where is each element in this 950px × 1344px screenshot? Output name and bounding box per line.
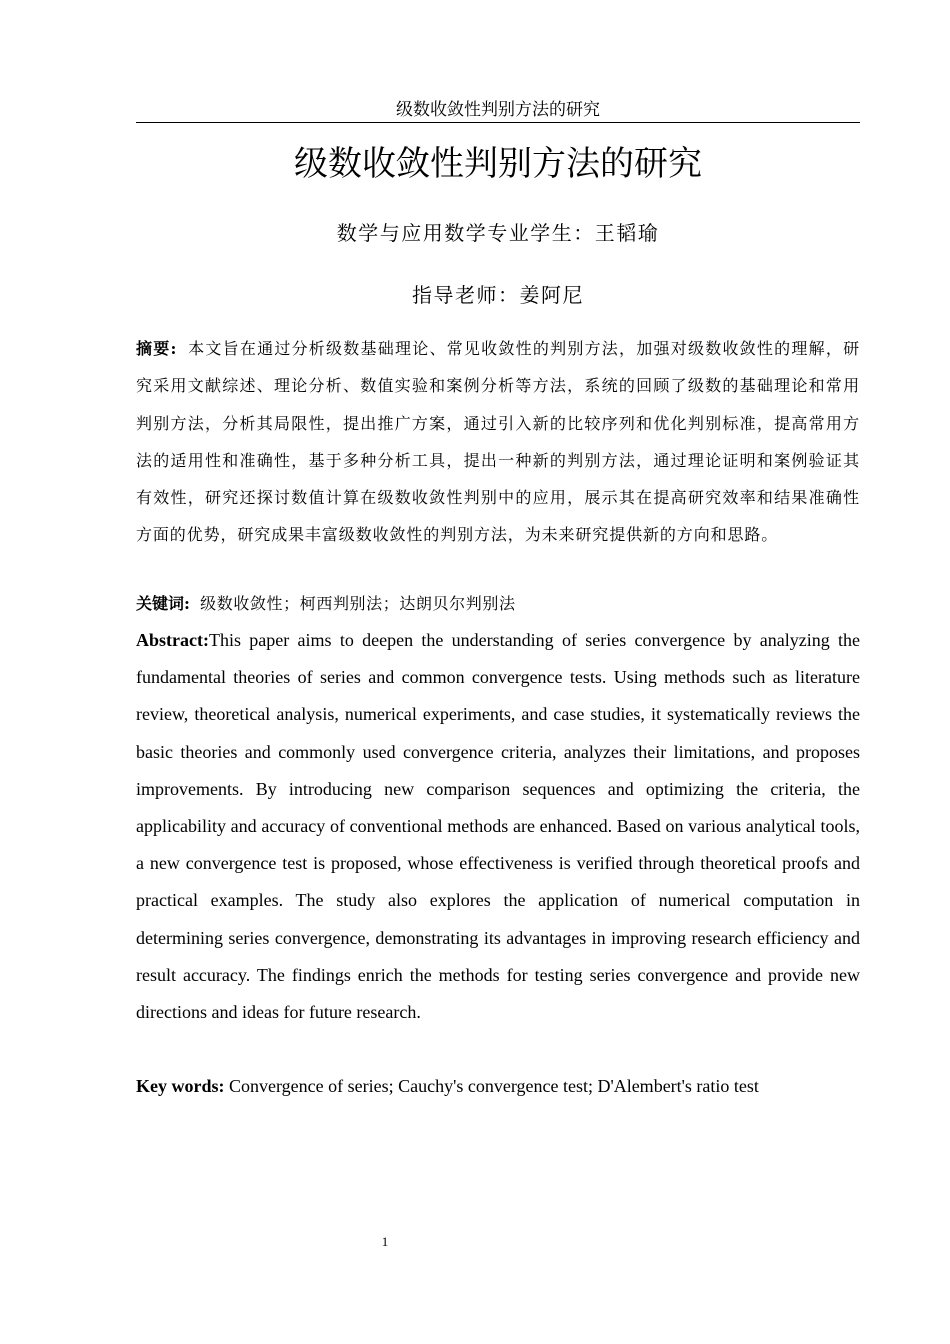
author-line: 数学与应用数学专业学生：王韬瑜 bbox=[336, 221, 660, 245]
chinese-keywords-label: 关键词: bbox=[136, 594, 190, 613]
chinese-abstract bbox=[136, 330, 860, 554]
running-header: 级数收敛性判别方法的研究 bbox=[396, 100, 600, 120]
english-keywords-label: Key words: bbox=[136, 1076, 225, 1096]
chinese-abstract-label: 摘要 bbox=[136, 339, 171, 358]
english-abstract-label: Abstract: bbox=[136, 630, 209, 650]
english-abstract-text: This paper aims to deepen the understanding of series convergence by analyzing the fundamental theories of series and common convergence tests. Using methods such as literature review, theoretical analysis, numerical experiments, and case studies, it systematically reviews the basic theories and commonly used convergence criteria, analyzes their limitations, and proposes improvements. By introducing new comparison sequences and optimizing the criteria, the applicability and accuracy of conventional methods are enhanced. Based on various analytical tools, a new convergence test is proposed, whose effectiveness is verified through theoretical proofs and practical examples. The study also explores the application of numerical computation in determining series convergence, demonstrating its advantages in improving research efficiency and result accuracy. The findings enrich the methods for testing series convergence and provide new directions and ideas for future research. bbox=[136, 630, 860, 1023]
chinese-keywords-text: 级数收敛性；柯西判别法；达朗贝尔判别法 bbox=[189, 594, 516, 613]
chinese-abstract-text: 本文旨在通过分析级数基础理论、常见收敛性的判别方法，加强对级数收敛性的理解，研究采用文献综述、理论分析、数值实验和案例分析等方法，系统的回顾了级数的基础理论和常用判别方法，分析其局限性，提出推广方案，通过引入新的比较序列和优化判别标准，提高常用方法的适用性和准确性，基于多种分析工具，提出一种新的判别方法，通过理论证明和案例验证其有效性，研究还探讨数值计算在级数收敛性判别中的应用，展示其在提高研究效率和结果准确性方面的优势，研究成果丰富级数收敛性的判别方法，为未来研究提供新的方向和思路。 bbox=[136, 339, 860, 545]
header-rule bbox=[136, 122, 860, 123]
english-keywords bbox=[136, 1071, 860, 1101]
english-keywords-text: Convergence of series; Cauchy's convergence test; D'Alembert's ratio test bbox=[224, 1076, 759, 1096]
advisor-line: 指导老师：姜阿尼 bbox=[412, 283, 584, 307]
chinese-abstract-separator: : bbox=[170, 339, 178, 358]
chinese-keywords bbox=[136, 589, 860, 619]
page-number: 1 bbox=[381, 1234, 389, 1249]
english-abstract bbox=[136, 622, 860, 1031]
paper-title: 级数收敛性判别方法的研究 bbox=[294, 144, 702, 184]
